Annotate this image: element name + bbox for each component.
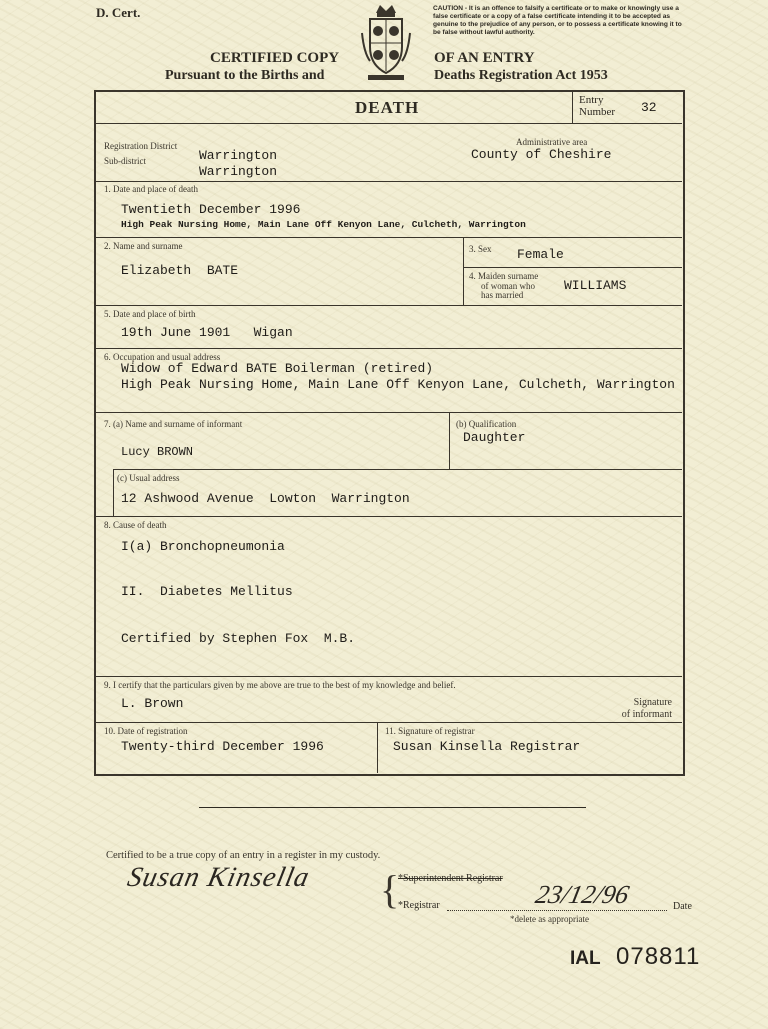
maiden-surname-value: WILLIAMS bbox=[564, 278, 627, 293]
royal-coat-of-arms-icon bbox=[360, 3, 412, 83]
subdistrict-value: Warrington bbox=[199, 164, 278, 179]
entry-number: 32 bbox=[641, 100, 657, 115]
date-of-death-value: Twentieth December 1996 bbox=[121, 202, 301, 217]
entry-number-label: Entry Number bbox=[579, 94, 616, 118]
certified-true-copy-text: Certified to be a true copy of an entry in a register in my custody. bbox=[106, 850, 381, 861]
certification-statement: 9. I certify that the particulars given by me above are true to the best of my knowledge and belief. bbox=[104, 680, 456, 690]
qualification-label: (b) Qualification bbox=[456, 419, 517, 429]
title-pursuant: Pursuant to the Births and bbox=[165, 68, 325, 83]
caution-text: CAUTION - It is an offence to falsify a certificate or to make or knowingly use a false certificate or a copy of a false certificate intending it to be accepted as genuine to the prejudice of any person, or to possess a certificate knowing it to be false without lawful authority. bbox=[433, 5, 682, 36]
cause-of-death-label: 8. Cause of death bbox=[104, 520, 167, 530]
date-place-birth-value: 19th June 1901 Wigan bbox=[121, 325, 293, 340]
occupation-value: Widow of Edward BATE Boilerman (retired) bbox=[121, 361, 434, 376]
occupation-address-label: 6. Occupation and usual address bbox=[104, 352, 221, 362]
registration-district-value: Warrington bbox=[199, 148, 278, 163]
date-place-death-label: 1. Date and place of death bbox=[104, 184, 198, 194]
certified-by: Certified by Stephen Fox M.B. bbox=[121, 631, 356, 646]
date-place-birth-label: 5. Date and place of birth bbox=[104, 309, 196, 319]
title-certified-copy: CERTIFIED COPY bbox=[210, 50, 340, 66]
maiden-surname-label: 4. Maiden surname of woman who has married bbox=[469, 271, 539, 300]
record-heading: DEATH bbox=[355, 98, 420, 117]
date-dotted-line bbox=[447, 910, 667, 911]
cause-of-death-line1: I(a) Bronchopneumonia bbox=[121, 539, 285, 554]
qualification-value: Daughter bbox=[463, 430, 526, 445]
superintendent-registrar-label: *Superintendent Registrar bbox=[398, 873, 503, 884]
serial-prefix: IAL bbox=[570, 948, 601, 969]
brace-icon: { bbox=[380, 867, 400, 912]
name-surname-label: 2. Name and surname bbox=[104, 241, 183, 251]
informant-address-label: (c) Usual address bbox=[117, 473, 180, 483]
delete-note: *delete as appropriate bbox=[510, 914, 589, 924]
informant-address-value: 12 Ashwood Avenue Lowton Warrington bbox=[121, 491, 410, 506]
informant-name-value: Lucy BROWN bbox=[121, 445, 194, 459]
title-act: Deaths Registration Act 1953 bbox=[434, 68, 608, 83]
date-registration-label: 10. Date of registration bbox=[104, 726, 188, 736]
handwritten-date: 23/12/96 bbox=[533, 880, 632, 909]
date-registration-value: Twenty-third December 1996 bbox=[121, 739, 324, 754]
registrar-handwritten-signature: Susan Kinsella bbox=[124, 862, 313, 893]
title-of-an-entry: OF AN ENTRY bbox=[434, 50, 535, 66]
name-surname-value: Elizabeth BATE bbox=[121, 263, 239, 278]
informant-name-label: 7. (a) Name and surname of informant bbox=[104, 419, 243, 429]
admin-area-label: Administrative area bbox=[516, 137, 588, 147]
registration-district-label: Registration District bbox=[104, 141, 178, 151]
separator-line bbox=[199, 807, 586, 808]
serial-number: 078811 bbox=[616, 943, 701, 970]
date-label: Date bbox=[673, 901, 692, 912]
place-of-death-value: High Peak Nursing Home, Main Lane Off Kenyon Lane, Culcheth, Warrington bbox=[121, 219, 526, 230]
sex-label: 3. Sex bbox=[469, 244, 492, 254]
subdistrict-label: Sub-district bbox=[104, 156, 146, 166]
form-code: D. Cert. bbox=[96, 5, 141, 20]
registrar-label: *Registrar bbox=[398, 900, 440, 911]
registrar-signature-value: Susan Kinsella Registrar bbox=[393, 739, 581, 754]
registrar-signature-label: 11. Signature of registrar bbox=[385, 726, 475, 736]
cause-of-death-line2: II. Diabetes Mellitus bbox=[121, 584, 293, 599]
sex-value: Female bbox=[517, 247, 564, 262]
informant-signature-label: Signature of informant bbox=[621, 697, 672, 720]
usual-address-value: High Peak Nursing Home, Main Lane Off Kenyon Lane, Culcheth, Warrington bbox=[121, 377, 675, 392]
informant-signature-value: L. Brown bbox=[121, 696, 184, 711]
admin-area-value: County of Cheshire bbox=[471, 147, 612, 162]
